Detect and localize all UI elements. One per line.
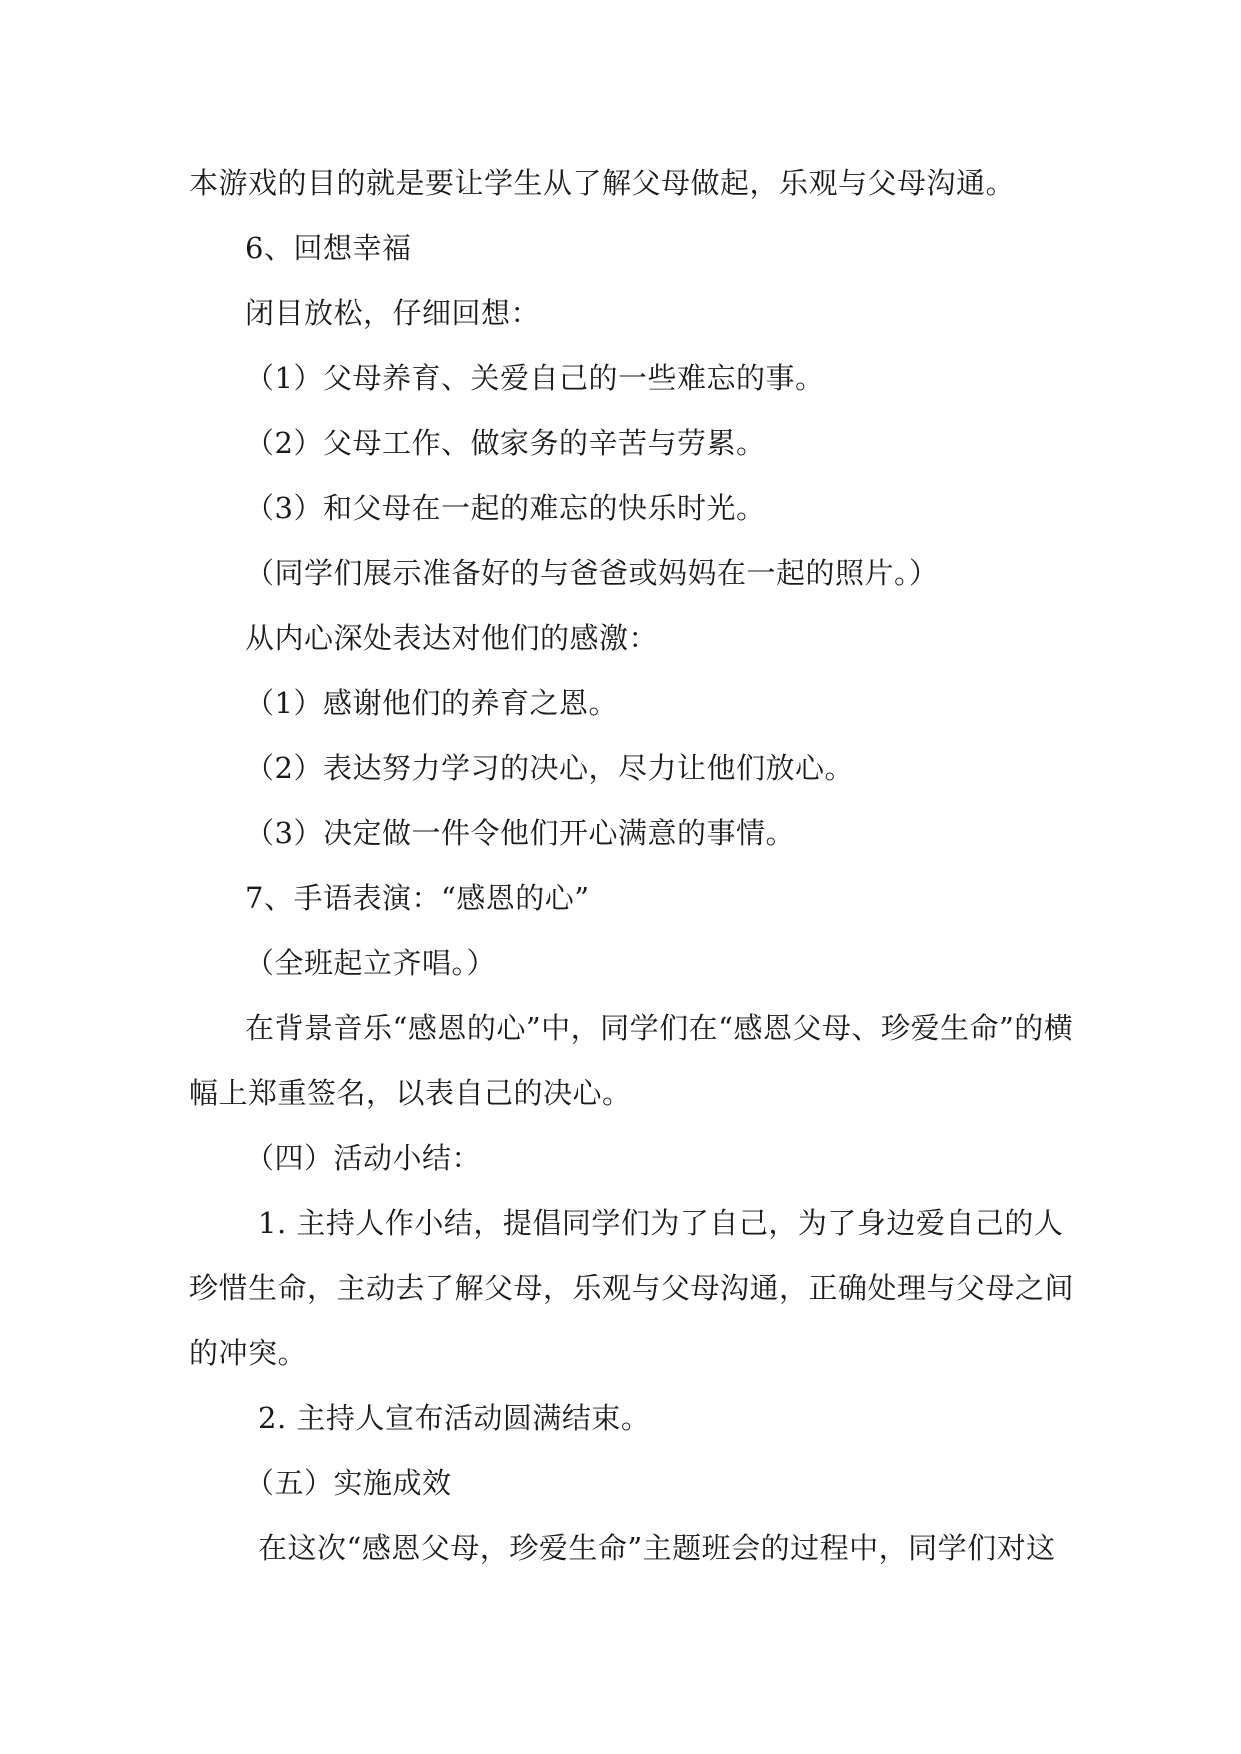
list-item: （2）父母工作、做家务的辛苦与劳累。: [245, 426, 766, 460]
section-heading: 6、回想幸福: [245, 231, 412, 265]
text-line: 珍惜生命，主动去了解父母，乐观与父母沟通，正确处理与父母之间: [189, 1271, 1075, 1305]
text-line: （全班起立齐唱。）: [245, 946, 497, 980]
text-line: 闭目放松，仔细回想：: [245, 296, 541, 330]
text-line: 幅上郑重签名，以表自己的决心。: [189, 1076, 632, 1110]
section-heading: 7、手语表演：“感恩的心”: [245, 881, 590, 915]
text-line: 在这次“感恩父母，珍爱生命”主题班会的过程中，同学们对这: [258, 1531, 1056, 1565]
text-line: 在背景音乐“感恩的心”中，同学们在“感恩父母、珍爱生命”的横: [245, 1011, 1074, 1045]
text-line: 的冲突。: [189, 1336, 308, 1370]
section-heading: （四）活动小结：: [245, 1141, 482, 1175]
list-item: （2）表达努力学习的决心，尽力让他们放心。: [245, 751, 854, 785]
list-item: （1）感谢他们的养育之恩。: [245, 686, 618, 720]
text-line: 从内心深处表达对他们的感激：: [245, 621, 659, 655]
text-line: （同学们展示准备好的与爸爸或妈妈在一起的照片。）: [245, 556, 939, 590]
list-item: （3）决定做一件令他们开心满意的事情。: [245, 816, 795, 850]
list-item: （1）父母养育、关爱自己的一些难忘的事。: [245, 361, 825, 395]
list-item: 1. 主持人作小结，提倡同学们为了自己，为了身边爱自己的人: [258, 1206, 1064, 1240]
section-heading: （五）实施成效: [245, 1466, 452, 1500]
list-item: 2. 主持人宣布活动圆满结束。: [258, 1401, 651, 1435]
text-line: 本游戏的目的就是要让学生从了解父母做起，乐观与父母沟通。: [189, 166, 1016, 200]
list-item: （3）和父母在一起的难忘的快乐时光。: [245, 491, 766, 525]
